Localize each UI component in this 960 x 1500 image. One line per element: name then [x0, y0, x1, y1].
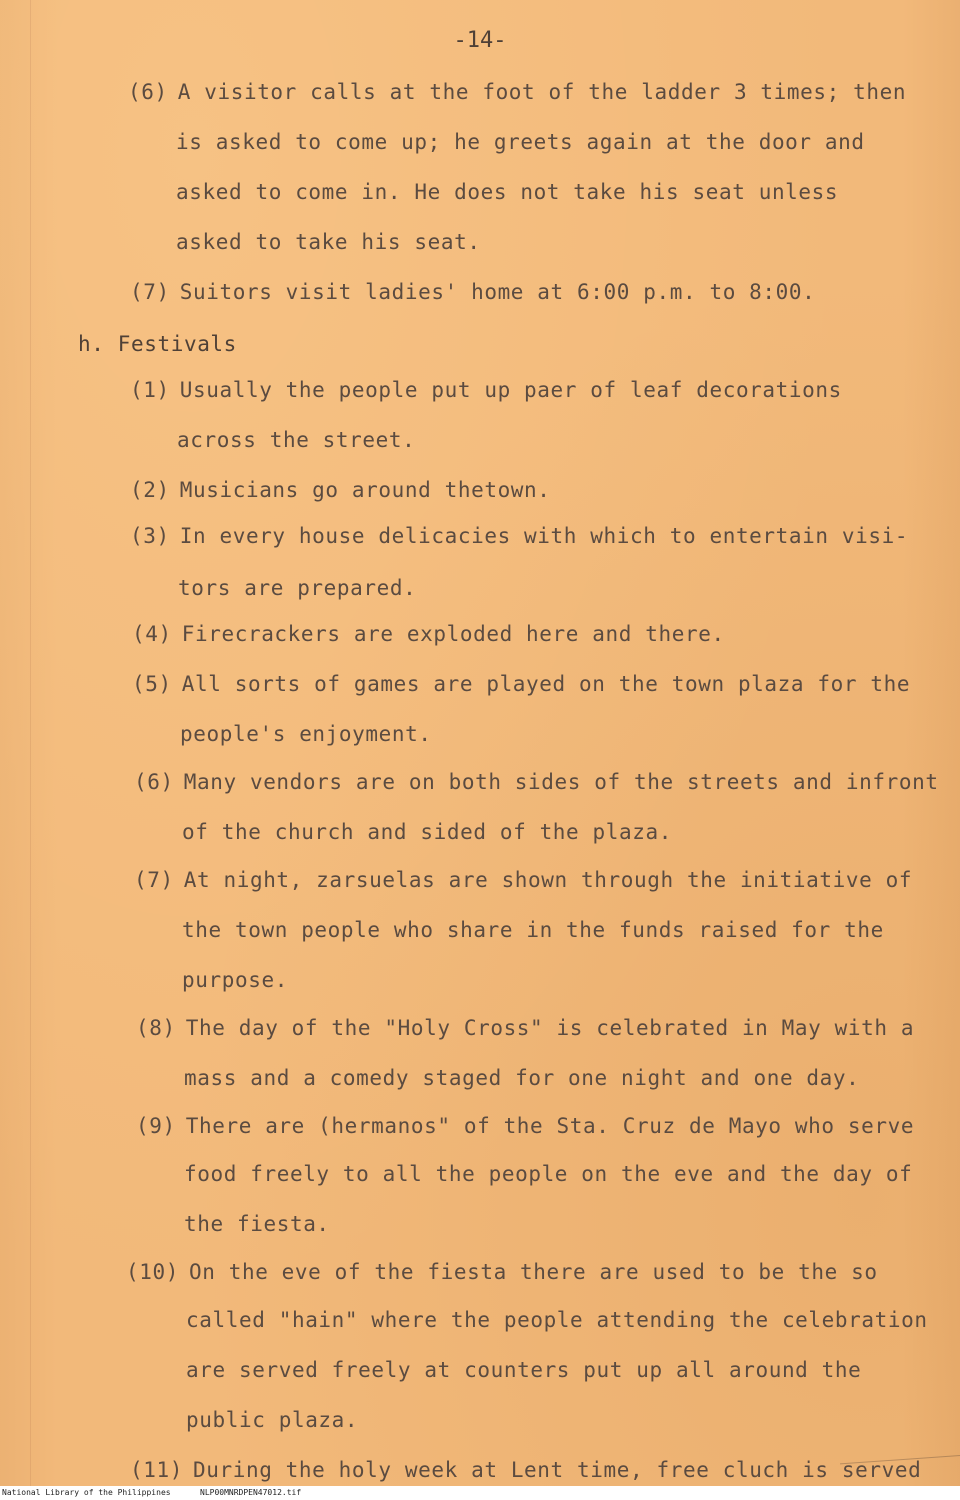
item-number: (2) — [130, 478, 170, 502]
file-identifier: NLP00MNRDPEN47012.tif — [200, 1488, 302, 1497]
item-text: asked to come in. He does not take his seat unless — [176, 180, 839, 204]
section-heading: h. Festivals — [78, 332, 237, 356]
item-text: tors are prepared. — [178, 576, 417, 600]
item-text: Musicians go around thetown. — [179, 478, 551, 502]
list-item — [130, 376, 842, 404]
list-item — [128, 78, 906, 106]
item-text: Firecrackers are exploded here and there. — [181, 622, 725, 646]
item-text: asked to take his seat. — [176, 230, 481, 254]
list-item — [126, 1258, 878, 1286]
item-text: purpose. — [182, 968, 288, 992]
list-item — [130, 278, 815, 306]
margin-rule — [30, 0, 31, 1500]
list-item — [132, 620, 725, 648]
item-number: (7) — [130, 280, 170, 304]
item-text: across the street. — [177, 428, 416, 452]
list-item — [130, 476, 551, 504]
item-text: At night, zarsuelas are shown through the initiative of — [183, 868, 913, 892]
item-text: people's enjoyment. — [180, 722, 432, 746]
item-text: There are (hermanos" of the Sta. Cruz de Mayo who serve — [185, 1114, 915, 1138]
item-number: (6) — [134, 770, 174, 794]
item-text: All sorts of games are played on the town plaza for the — [181, 672, 911, 696]
item-text: food freely to all the people on the eve and the day of — [184, 1162, 913, 1186]
item-text: During the holy week at Lent time, free cluch is served — [192, 1458, 922, 1482]
item-number: (8) — [136, 1016, 176, 1040]
list-item — [136, 1112, 914, 1140]
item-number: (5) — [132, 672, 172, 696]
item-number: (4) — [132, 622, 172, 646]
item-text: the town people who share in the funds raised for the — [182, 918, 884, 942]
item-text: The day of the "Holy Cross" is celebrated in May with a — [185, 1016, 915, 1040]
item-number: (7) — [134, 868, 174, 892]
item-text: called "hain" where the people attending the celebration — [186, 1308, 928, 1332]
list-item — [130, 522, 908, 550]
list-item — [130, 1456, 921, 1484]
item-number: (10) — [126, 1260, 179, 1284]
page-number: -14- — [453, 28, 507, 53]
item-text: On the eve of the fiesta there are used to be the so — [188, 1260, 878, 1284]
list-item — [136, 1014, 914, 1042]
scan-footer — [0, 1486, 960, 1500]
item-text: mass and a comedy staged for one night and one day. — [184, 1066, 860, 1090]
item-number: (6) — [128, 80, 168, 104]
list-item — [134, 768, 939, 796]
list-item — [134, 866, 912, 894]
item-number: (1) — [130, 378, 170, 402]
item-text: the fiesta. — [184, 1212, 330, 1236]
item-text: Many vendors are on both sides of the streets and infront — [183, 770, 939, 794]
item-text: Usually the people put up paer of leaf decorations — [179, 378, 842, 402]
item-text: Suitors visit ladies' home at 6:00 p.m. to 8:00. — [179, 280, 816, 304]
list-item — [132, 670, 910, 698]
item-number: (11) — [130, 1458, 183, 1482]
item-text: In every house delicacies with which to entertain visi- — [179, 524, 909, 548]
item-text: A visitor calls at the foot of the ladder 3 times; then — [177, 80, 907, 104]
item-number: (3) — [130, 524, 170, 548]
item-text: of the church and sided of the plaza. — [182, 820, 672, 844]
library-credit: National Library of the Philippines — [2, 1488, 171, 1497]
item-number: (9) — [136, 1114, 176, 1138]
item-text: public plaza. — [186, 1408, 359, 1432]
item-text: are served freely at counters put up all around the — [186, 1358, 862, 1382]
item-text: is asked to come up; he greets again at the door and — [176, 130, 865, 154]
